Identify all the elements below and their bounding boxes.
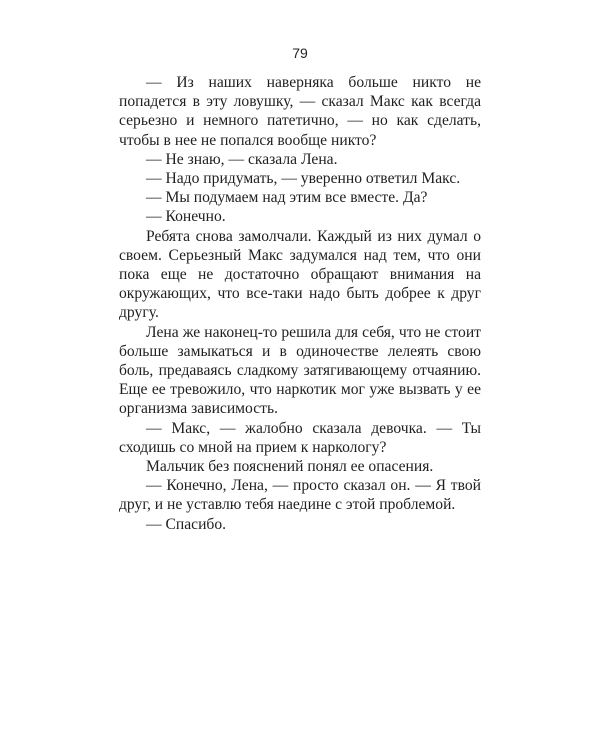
paragraph-5: — Конечно. xyxy=(146,208,226,226)
paragraph-2: — Не знаю, — сказала Лена. xyxy=(146,150,338,168)
paragraph-7: Лена же наконец-то решила для себя, что не стоит больше замыкаться и в одиночестве лелеять свою боль, предаваясь сладкому затягивающему отчаянию. Еще ее тревожило, что наркотик мог уже вызвать у ее организма зависимость. xyxy=(119,323,481,418)
paragraph-11: — Спасибо. xyxy=(146,515,227,533)
paragraph-6: Ребята снова замолчали. Каждый из них думал о своем. Серьезный Макс задумался над тем, что они пока еще не достаточно обращают внимания на окружающих, что все-таки надо быть добрее к друг другу. xyxy=(119,227,481,322)
paragraph-8: — Макс, — жалобно сказала девочка. — Ты сходишь со мной на прием к наркологу? xyxy=(119,419,481,456)
page-body-text xyxy=(119,73,481,534)
paragraph-10: — Конечно, Лена, — просто сказал он. — Я твой друг, и не уставлю тебя наедине с этой проблемой. xyxy=(119,477,481,514)
paragraph-1: — Из наших наверняка больше никто не попадется в эту ловушку, — сказал Макс как всегда серьезно и немного патетично, — но как сделать, чтобы в нее не попался вообще никто? xyxy=(119,74,481,149)
page-number: 79 xyxy=(292,45,308,61)
paragraph-3: — Надо придумать, — уверенно ответил Макс. xyxy=(146,170,461,188)
paragraph-9: Мальчик без пояснений понял ее опасения. xyxy=(146,458,434,476)
paragraph-4: — Мы подумаем над этим все вместе. Да? xyxy=(146,189,428,207)
